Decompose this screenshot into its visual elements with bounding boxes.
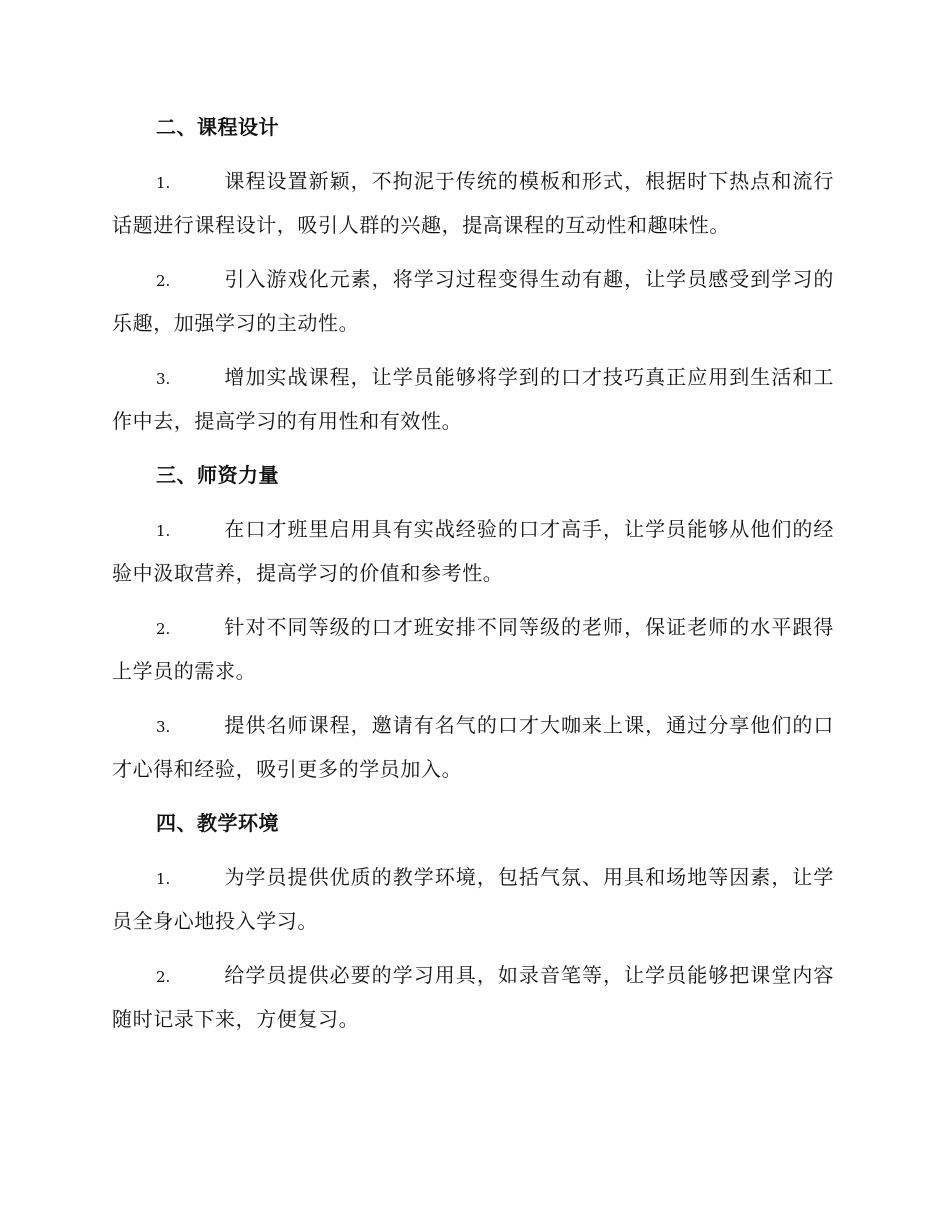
item-text: 课程设置新颖，不拘泥于传统的模板和形式，根据时下热点和流行话题进行课程设计，吸引人群的兴趣，提高课程的互动性和趣味性。 (112, 169, 834, 237)
section-teaching-environment (112, 802, 834, 1040)
section-course-design (112, 106, 834, 442)
list-item (112, 606, 834, 692)
item-text: 针对不同等级的口才班安排不同等级的老师，保证老师的水平跟得上学员的需求。 (112, 615, 834, 683)
list-item (112, 856, 834, 942)
item-number: 1. (156, 174, 171, 192)
item-number: 1. (156, 522, 171, 540)
item-text: 提供名师课程，邀请有名气的口才大咖来上课，通过分享他们的口才心得和经验，吸引更多的学员加入。 (112, 713, 834, 781)
section-heading: 四、教学环境 (156, 811, 279, 835)
item-text: 在口才班里启用具有实战经验的口才高手，让学员能够从他们的经验中汲取营养，提高学习的价值和参考性。 (112, 517, 834, 585)
item-number: 3. (156, 718, 171, 736)
item-number: 2. (156, 968, 171, 986)
item-text: 给学员提供必要的学习用具，如录音笔等，让学员能够把课堂内容随时记录下来，方便复习。 (112, 963, 834, 1031)
item-text: 增加实战课程，让学员能够将学到的口才技巧真正应用到生活和工作中去，提高学习的有用性和有效性。 (112, 365, 834, 433)
section-faculty (112, 454, 834, 790)
list-item (112, 704, 834, 790)
list-item (112, 258, 834, 344)
item-number: 2. (156, 272, 171, 290)
document-body (112, 106, 834, 1052)
list-item (112, 954, 834, 1040)
item-number: 3. (156, 370, 171, 388)
item-number: 2. (156, 620, 171, 638)
list-item (112, 356, 834, 442)
item-text: 引入游戏化元素，将学习过程变得生动有趣，让学员感受到学习的乐趣，加强学习的主动性。 (112, 267, 834, 335)
item-text: 为学员提供优质的教学环境，包括气氛、用具和场地等因素，让学员全身心地投入学习。 (112, 865, 834, 933)
list-item (112, 508, 834, 594)
section-heading: 二、课程设计 (156, 115, 279, 139)
section-heading: 三、师资力量 (156, 463, 279, 487)
item-number: 1. (156, 870, 171, 888)
list-item (112, 160, 834, 246)
